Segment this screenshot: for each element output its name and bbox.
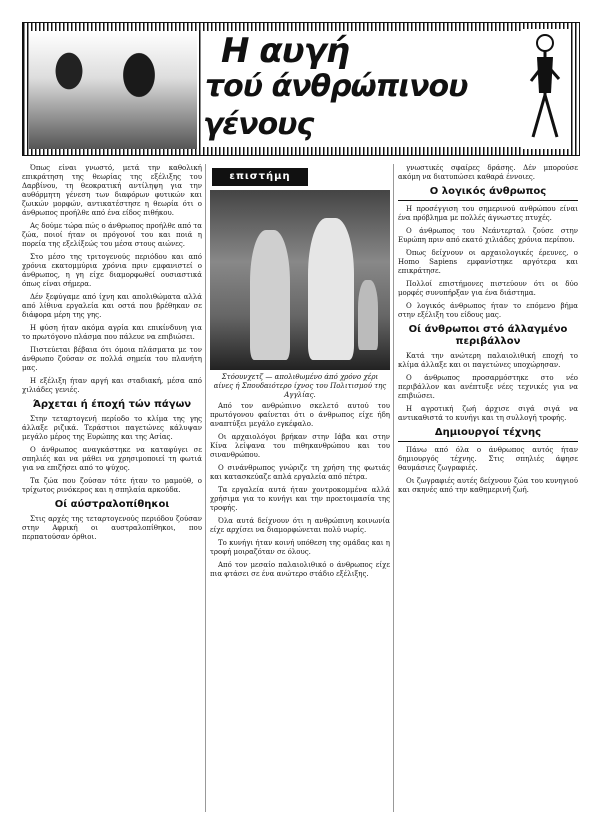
- paragraph: Η αγροτική ζωή άρχισε σιγά σιγά να αντικαθιστά το κυνήγι και τη συλλογή τροφής.: [398, 405, 578, 422]
- standing-stone: [308, 218, 354, 360]
- title-box: [201, 31, 531, 147]
- paragraph: Το κυνήγι ήταν κοινή υπόθεση της ομάδας και η τροφή μοιραζόταν σε όλους.: [210, 539, 390, 556]
- paragraph: Από τον ανθρώπινο σκελετό αυτού του πρωτόγονου φαίνεται ότι ο άνθρωπος είχε ήδη αναπτύξει μεγάλο εγκέφαλο.: [210, 402, 390, 428]
- column-divider: [205, 164, 206, 812]
- stonehenge-photo: [210, 190, 390, 370]
- page-title-line-2: τού άνθρώπινου: [205, 69, 468, 104]
- paragraph: Στην τεταρτογενή περίοδο το κλίμα της γης άλλαξε ριζικά. Τεράστιοι παγετώνες κάλυψαν μεγάλο μέρος της Ευρώπης και της Ασίας.: [22, 415, 202, 441]
- section-heading-ice-age: Άρχεται ή έποχή τών πάγων: [32, 399, 192, 410]
- paragraph: Πάνω από όλα ο άνθρωπος αυτός ήταν δημιουργός τέχνης. Στις σπηλιές άφησε θαυμάσιες ζωγραφιές.: [398, 446, 578, 472]
- section-heading-art-creators: Δημιουργοί τέχνης: [398, 427, 578, 442]
- paragraph: Η προσέγγιση του σημερινού ανθρώπου είναι ένα πρόβλημα με πολλές άγνωστες πτυχές.: [398, 205, 578, 222]
- article-column-1: [22, 164, 202, 812]
- paragraph: Ο άνθρωπος του Νεάντερταλ ζούσε στην Ευρώπη πριν από εκατό χιλιάδες χρόνια περίπου.: [398, 227, 578, 244]
- paragraph: Η φύση ήταν ακόμα αγρία και επικίνδυνη για το πρωτόγονο πλάσμα που πάλευε να επιβιώσει.: [22, 324, 202, 341]
- paragraph: Πιστεύεται βέβαια ότι όμοια πλάσματα με τον άνθρωπο ζούσαν σε πολλά σημεία του πλανήτη μας.: [22, 346, 202, 372]
- column-divider: [393, 164, 394, 812]
- paragraph: Η εξέλιξη ήταν αργή και σταδιακή, μέσα από χιλιάδες γενιές.: [22, 377, 202, 394]
- paragraph: Τα ζώα που ζούσαν τότε ήταν το μαμούθ, ο τρίχωτος ρινόκερος και η σπηλαία αρκούδα.: [22, 477, 202, 494]
- paragraph: Τα εργαλεία αυτά ήταν χοντροκομμένα αλλά χρήσιμα για το κυνήγι και την προετοιμασία της τροφής.: [210, 486, 390, 512]
- paragraph: Από τον μεσαίο παλαιολιθικό ο άνθρωπος είχε πια φτάσει σε ένα ανώτερο στάδιο εξέλιξης.: [210, 561, 390, 578]
- section-heading-changed-environment: Οί άνθρωποι στό άλλαγμένο περιβάλλον: [408, 324, 568, 347]
- section-banner-science: επιστήμη: [212, 168, 308, 186]
- paragraph: Ο άνθρωπος αναγκάστηκε να καταφύγει σε σπηλιές και να μάθει να χρησιμοποιεί τη φωτιά για να επιζήσει από το ψύχος.: [22, 446, 202, 472]
- section-heading-logical-man: Ο λογικός άνθρωπος: [398, 186, 578, 201]
- prehistoric-figures-photo: [29, 31, 197, 149]
- masthead: [22, 22, 580, 156]
- article-column-2: [210, 402, 390, 812]
- paragraph: Πολλοί επιστήμονες πιστεύουν ότι οι δύο μορφές συνυπήρξαν για ένα διάστημα.: [398, 280, 578, 297]
- paragraph: Όπως δείχνουν οι αρχαιολογικές έρευνες, ο Homo Sapiens εμφανίστηκε αργότερα και επικράτησε.: [398, 249, 578, 275]
- paragraph: Στο μέσο της τριτογενούς περιόδου και από χρόνια εκατομμύρια χρόνια πριν εμφανιστεί ο άνθρωπος, η γη είχε διαμορφωθεί ουσιαστικά όπως είναι σήμερα.: [22, 253, 202, 288]
- standing-stone: [250, 230, 290, 360]
- walking-man-illustration: [521, 29, 569, 149]
- paragraph: Οι ζωγραφιές αυτές δείχνουν ζώα του κυνηγιού και σκηνές από την καθημερινή ζωή.: [398, 477, 578, 494]
- paragraph: Ο σινάνθρωπος γνώριζε τη χρήση της φωτιάς και κατασκεύαζε απλά εργαλεία από πέτρα.: [210, 464, 390, 481]
- paragraph: Οι αρχαιολόγοι βρήκαν στην Ιάβα και στην Κίνα λείψανα του πιθηκανθρώπου και του σινανθρώπου.: [210, 433, 390, 459]
- paragraph: Στις αρχές της τεταρτογενούς περιόδου ζούσαν στην Αφρική οι αυστραλοπίθηκοι, που περπατούσαν όρθιοι.: [22, 515, 202, 541]
- paragraph: Ο άνθρωπος προσαρμόστηκε στο νέο περιβάλλον και ανέπτυξε νέες τεχνικές για να επιβιώσει.: [398, 374, 578, 400]
- standing-stone: [358, 280, 378, 350]
- paragraph: Κατά την ανώτερη παλαιολιθική εποχή το κλίμα άλλαξε και οι παγετώνες υποχώρησαν.: [398, 352, 578, 369]
- paragraph: Όπως είναι γνωστό, μετά την καθολική επικράτηση της θεωρίας της εξέλιξης του Δαρβίνου, τη θεοκρατική αντίληψη για την αυθόρμητη γένεση των διαφόρων φυτικών και ζωικών μορφών, αντικατέστησε η θεωρία ότι ο άνθρωπος προήλθε από ένα είδος πιθήκου.: [22, 164, 202, 217]
- paragraph: Δέν ξεφύγαμε από ίχνη και απολιθώματα αλλά από λίθινα εργαλεία και οστά που βρέθηκαν σε διάφορα μέρη της γης.: [22, 293, 202, 319]
- paragraph: γνωστικές σφαίρες δράσης. Δέν μπορούσε ακόμη να διατυπώσει καθαρά έννοιες.: [398, 164, 578, 181]
- paragraph: Όλα αυτά δείχνουν ότι η ανθρώπινη κοινωνία είχε αρχίσει να διαμορφώνεται πολύ νωρίς.: [210, 517, 390, 534]
- paragraph: Ο λογικός άνθρωπος ήταν το επόμενο βήμα στην εξέλιξη του είδους μας.: [398, 302, 578, 319]
- paragraph: Ας δούμε τώρα πώς ο άνθρωπος προήλθε από τα ζώα, ποιοί ήταν οι πρόγονοί του και ποιά η πορεία της εξελίξεώς του μέσα στους αιώνες.: [22, 222, 202, 248]
- article-column-3: [398, 164, 578, 812]
- page-title-line-1: Η αυγή: [221, 31, 349, 71]
- page-title-line-3: γένους: [203, 107, 314, 142]
- photo-caption: Στόουνχετζ — απολιθωμένο άπό χρόνο χέρι αίνες ή Σπουδαιότερο ίχνος του Πολιτισμού της Αγγλίας.: [213, 373, 387, 399]
- section-heading-australopithecus: Οί αύστραλοπίθηκοι: [54, 499, 170, 510]
